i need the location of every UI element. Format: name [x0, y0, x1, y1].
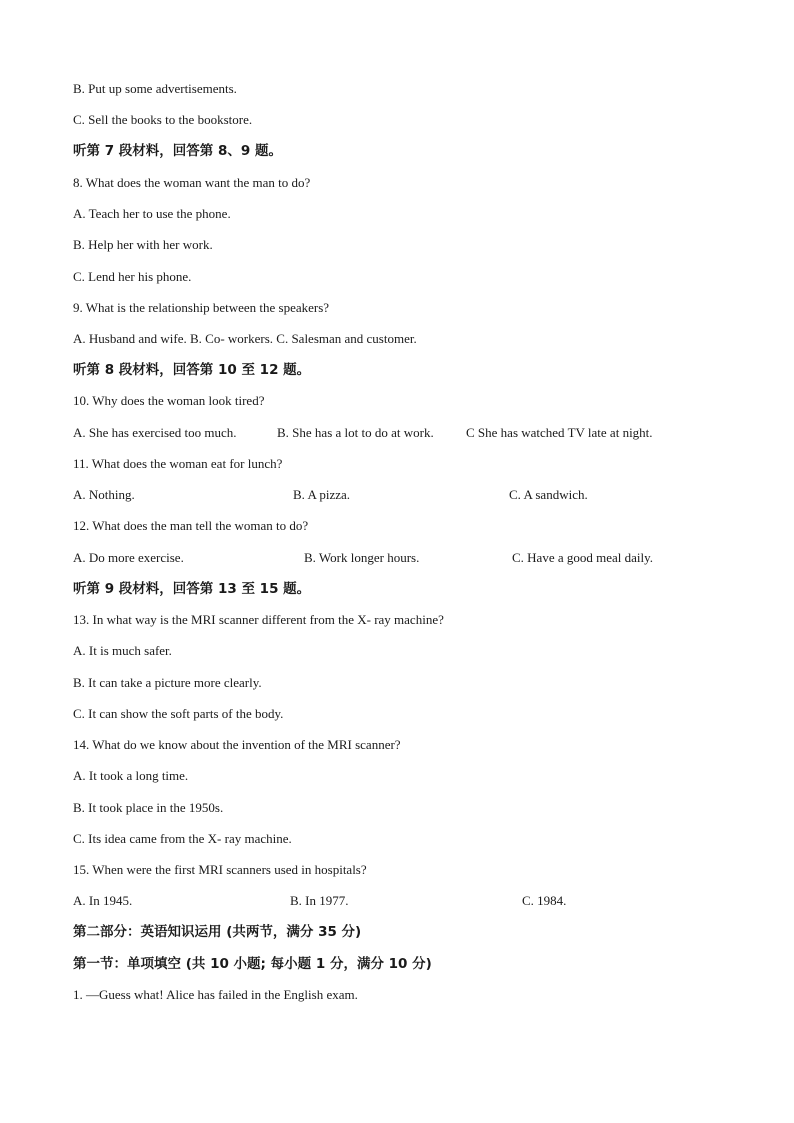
question-text: 1. —Guess what! Alice has failed in the English exam.	[73, 987, 358, 1002]
option-c: C. Have a good meal daily.	[512, 550, 654, 565]
section-heading: 第一节：单项填空 (共 10 小题; 每小题 1 分，满分 10 分)	[73, 956, 432, 972]
section-heading: 听第 8 段材料，回答第 10 至 12 题。	[73, 362, 311, 378]
option-line: B. Help her with her work.	[73, 237, 213, 252]
option-line: C. Sell the books to the bookstore.	[73, 112, 253, 127]
option-b: B. In 1977.	[290, 893, 349, 908]
option-line: C. Its idea came from the X- ray machine.	[73, 831, 292, 846]
option-line: A. Teach her to use the phone.	[73, 206, 231, 221]
option-a: A. In 1945.	[73, 893, 133, 908]
option-line: A. It is much safer.	[73, 643, 172, 658]
option-c: C. A sandwich.	[509, 487, 588, 502]
section-heading: 听第 7 段材料，回答第 8、9 题。	[73, 143, 282, 159]
question-text: 15. When were the first MRI scanners used in hospitals?	[73, 862, 367, 877]
question-text: 12. What does the man tell the woman to do?	[73, 518, 309, 533]
option-line: A. Husband and wife. B. Co- workers. C. Salesman and customer.	[73, 331, 417, 346]
part-heading: 第二部分：英语知识运用 (共两节，满分 35 分)	[73, 924, 362, 940]
option-b: B. Work longer hours.	[304, 550, 420, 565]
option-line: B. It took place in the 1950s.	[73, 800, 224, 815]
option-line: B. It can take a picture more clearly.	[73, 675, 262, 690]
section-heading: 听第 9 段材料，回答第 13 至 15 题。	[73, 581, 311, 597]
question-text: 8. What does the woman want the man to do?	[73, 175, 311, 190]
option-line: C. Lend her his phone.	[73, 269, 192, 284]
option-a: A. Nothing.	[73, 487, 135, 502]
option-a: A. She has exercised too much.	[73, 425, 237, 440]
option-c: C She has watched TV late at night.	[466, 425, 653, 440]
option-line: A. It took a long time.	[73, 768, 189, 783]
option-b: B. A pizza.	[293, 487, 351, 502]
option-a: A. Do more exercise.	[73, 550, 184, 565]
option-line: C. It can show the soft parts of the body.	[73, 706, 284, 721]
option-c: C. 1984.	[522, 893, 567, 908]
option-b: B. She has a lot to do at work.	[277, 425, 434, 440]
question-text: 9. What is the relationship between the speakers?	[73, 300, 330, 315]
question-text: 13. In what way is the MRI scanner different from the X- ray machine?	[73, 612, 444, 627]
question-text: 11. What does the woman eat for lunch?	[73, 456, 283, 471]
option-line: B. Put up some advertisements.	[73, 81, 237, 96]
question-text: 10. Why does the woman look tired?	[73, 393, 265, 408]
question-text: 14. What do we know about the invention of the MRI scanner?	[73, 737, 401, 752]
